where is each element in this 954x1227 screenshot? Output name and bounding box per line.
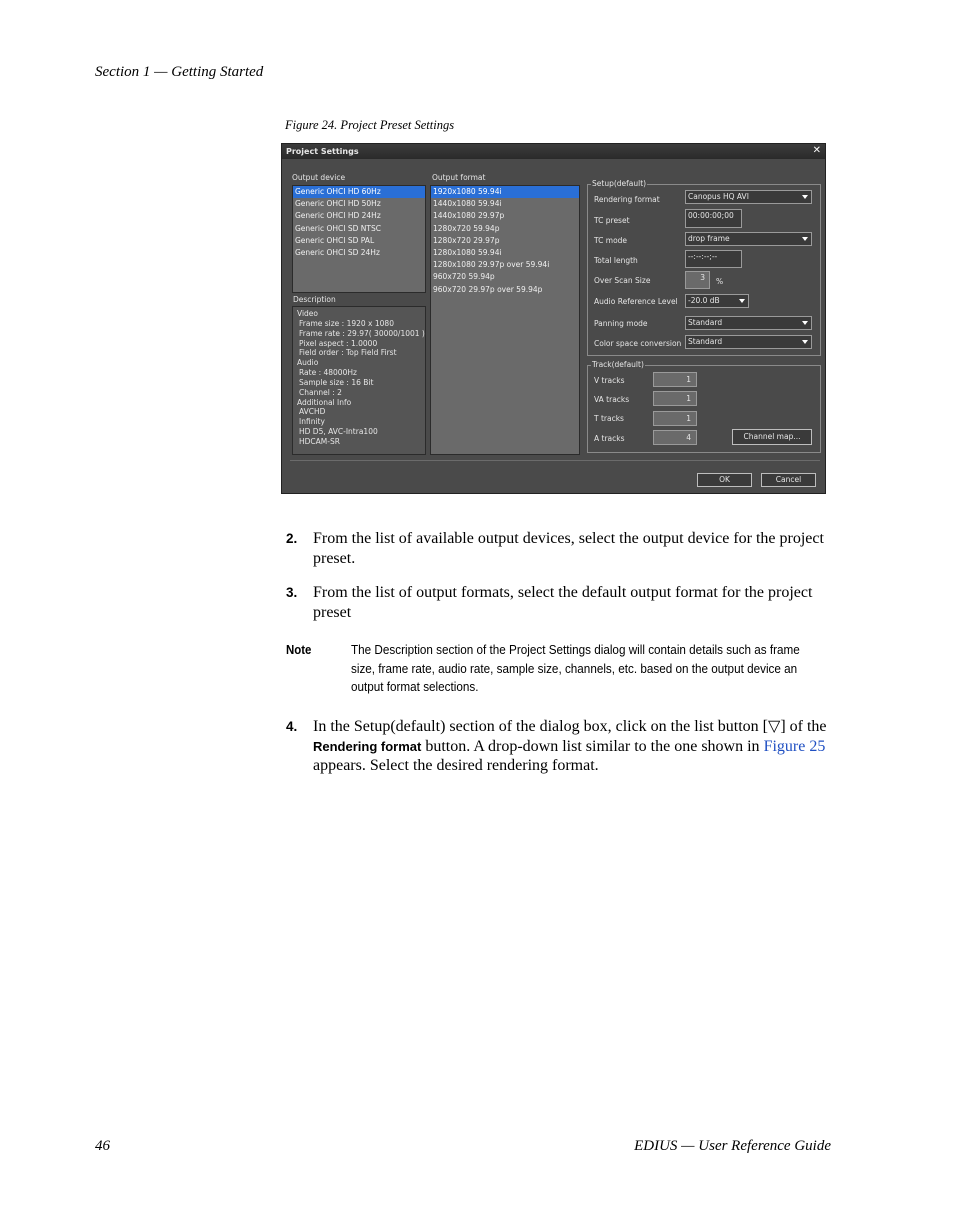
description-line: Pixel aspect : 1.0000: [299, 338, 378, 348]
panning-mode-label: Panning mode: [594, 319, 648, 328]
output-device-label: Output device: [292, 173, 346, 182]
footer-title: EDIUS — User Reference Guide: [634, 1138, 831, 1154]
va-tracks-input[interactable]: 1: [653, 391, 697, 406]
v-tracks-label: V tracks: [594, 376, 625, 385]
output-format-list[interactable]: [430, 185, 580, 455]
color-space-value: Standard: [688, 337, 723, 346]
project-settings-dialog: [281, 143, 826, 494]
tc-preset-input[interactable]: 00:00:00;00: [685, 209, 742, 228]
description-line: Additional Info: [297, 397, 352, 407]
channel-map-button[interactable]: Channel map...: [732, 429, 812, 445]
note-text: The Description section of the Project Settings dialog will contain details such as frame size, frame rate, audio rate, sample size, channels, etc. based on the output device an output format selections.: [351, 642, 800, 694]
va-tracks-label: VA tracks: [594, 395, 630, 404]
list-item[interactable]: 1280x720 29.97p: [433, 235, 500, 245]
dialog-title: Project Settings: [286, 147, 359, 156]
description-line: HDCAM-SR: [299, 436, 340, 446]
cancel-button[interactable]: Cancel: [761, 473, 816, 487]
description-line: Video: [297, 309, 319, 318]
step-text-a: In the Setup(default) section of the dialog box, click on the list button [▽] of the: [313, 718, 827, 735]
total-length-input[interactable]: --:--:--;--: [685, 250, 742, 268]
note-label: Note: [286, 642, 312, 657]
step-4: [286, 717, 834, 776]
a-tracks-label: A tracks: [594, 434, 625, 443]
chevron-down-icon: [802, 195, 808, 199]
chevron-down-icon: [802, 237, 808, 241]
tc-preset-label: TC preset: [594, 216, 630, 225]
description-line: HD D5, AVC-Intra100: [299, 427, 378, 437]
t-tracks-input[interactable]: 1: [653, 411, 697, 426]
list-item[interactable]: 1440x1080 29.97p: [433, 211, 505, 221]
list-item[interactable]: 960x720 29.97p over 59.94p: [433, 284, 543, 294]
rendering-format-dropdown[interactable]: [685, 190, 812, 204]
output-device-list[interactable]: [292, 185, 426, 293]
dialog-titlebar: [282, 144, 825, 159]
list-item[interactable]: 960x720 59.94p: [433, 272, 495, 282]
output-format-label: Output format: [432, 173, 486, 182]
description-line: Sample size : 16 Bit: [299, 377, 374, 387]
step-text: From the list of available output devices, select the output device for the project preset.: [313, 530, 824, 567]
setup-group-title: Setup(default): [592, 179, 647, 188]
step-number: 4.: [286, 719, 298, 734]
tc-mode-label: TC mode: [594, 236, 628, 245]
description-box: [292, 306, 426, 455]
chevron-down-icon: [802, 321, 808, 325]
step-text: From the list of output formats, select the default output format for the project preset: [313, 584, 813, 621]
description-line: Rate : 48000Hz: [299, 368, 357, 378]
rendering-format-term: Rendering format: [313, 738, 422, 754]
description-line: Infinity: [299, 417, 325, 427]
track-group-title: Track(default): [592, 360, 644, 369]
chevron-down-icon: [802, 340, 808, 344]
step-number: 3.: [286, 585, 298, 600]
step-text-c: appears. Select the desired rendering format.: [313, 757, 599, 774]
tc-mode-dropdown[interactable]: [685, 232, 812, 246]
description-line: Field order : Top Field First: [299, 348, 397, 358]
note-block: [286, 641, 806, 697]
chevron-down-icon: [739, 299, 745, 303]
rendering-format-label: Rendering format: [594, 195, 660, 204]
step-text: [313, 717, 834, 776]
audio-reference-dropdown[interactable]: [685, 294, 749, 308]
list-item[interactable]: 1280x1080 29.97p over 59.94i: [433, 260, 550, 270]
color-space-dropdown[interactable]: [685, 335, 812, 349]
figure-25-link[interactable]: Figure 25: [763, 737, 826, 755]
rendering-format-value: Canopus HQ AVI: [688, 192, 749, 201]
list-item[interactable]: Generic OHCI HD 50Hz: [295, 199, 381, 209]
step-text-b: button. A drop-down list similar to the one shown in: [421, 737, 764, 755]
panning-mode-value: Standard: [688, 318, 723, 327]
dialog-divider: [290, 460, 820, 461]
page-number: 46: [95, 1138, 110, 1154]
total-length-label: Total length: [594, 256, 638, 265]
list-item[interactable]: 1280x1080 59.94i: [433, 247, 502, 257]
description-line: AVCHD: [299, 407, 326, 417]
overscan-unit: %: [716, 277, 724, 286]
audio-reference-value: -20.0 dB: [688, 296, 720, 305]
description-line: Channel : 2: [299, 387, 342, 397]
close-icon[interactable]: ✕: [812, 145, 821, 156]
color-space-label: Color space conversion: [594, 339, 682, 348]
list-item[interactable]: 1440x1080 59.94i: [433, 199, 502, 209]
list-item[interactable]: Generic OHCI HD 60Hz: [293, 186, 425, 198]
list-item[interactable]: Generic OHCI SD 24Hz: [295, 247, 380, 257]
list-item[interactable]: 1920x1080 59.94i: [431, 186, 579, 198]
overscan-label: Over Scan Size: [594, 276, 651, 285]
step-3: [286, 583, 834, 622]
t-tracks-label: T tracks: [594, 414, 624, 423]
section-header: Section 1 — Getting Started: [95, 64, 264, 80]
v-tracks-input[interactable]: 1: [653, 372, 697, 387]
description-line: Audio: [297, 358, 319, 368]
ok-button[interactable]: OK: [697, 473, 752, 487]
a-tracks-input[interactable]: 4: [653, 430, 697, 445]
audio-reference-label: Audio Reference Level: [594, 297, 678, 306]
step-number: 2.: [286, 531, 298, 546]
tc-mode-value: drop frame: [688, 234, 730, 243]
list-item[interactable]: 1280x720 59.94p: [433, 223, 500, 233]
step-2: [286, 529, 834, 568]
panning-mode-dropdown[interactable]: [685, 316, 812, 330]
overscan-input[interactable]: 3: [685, 271, 710, 289]
list-item[interactable]: Generic OHCI SD NTSC: [295, 223, 381, 233]
list-item[interactable]: Generic OHCI SD PAL: [295, 235, 375, 245]
figure-caption: Figure 24. Project Preset Settings: [285, 118, 455, 132]
description-line: Frame rate : 29.97( 30000/1001 ): [299, 328, 425, 338]
description-label: Description: [293, 295, 336, 304]
list-item[interactable]: Generic OHCI HD 24Hz: [295, 211, 381, 221]
description-line: Frame size : 1920 x 1080: [299, 318, 394, 328]
